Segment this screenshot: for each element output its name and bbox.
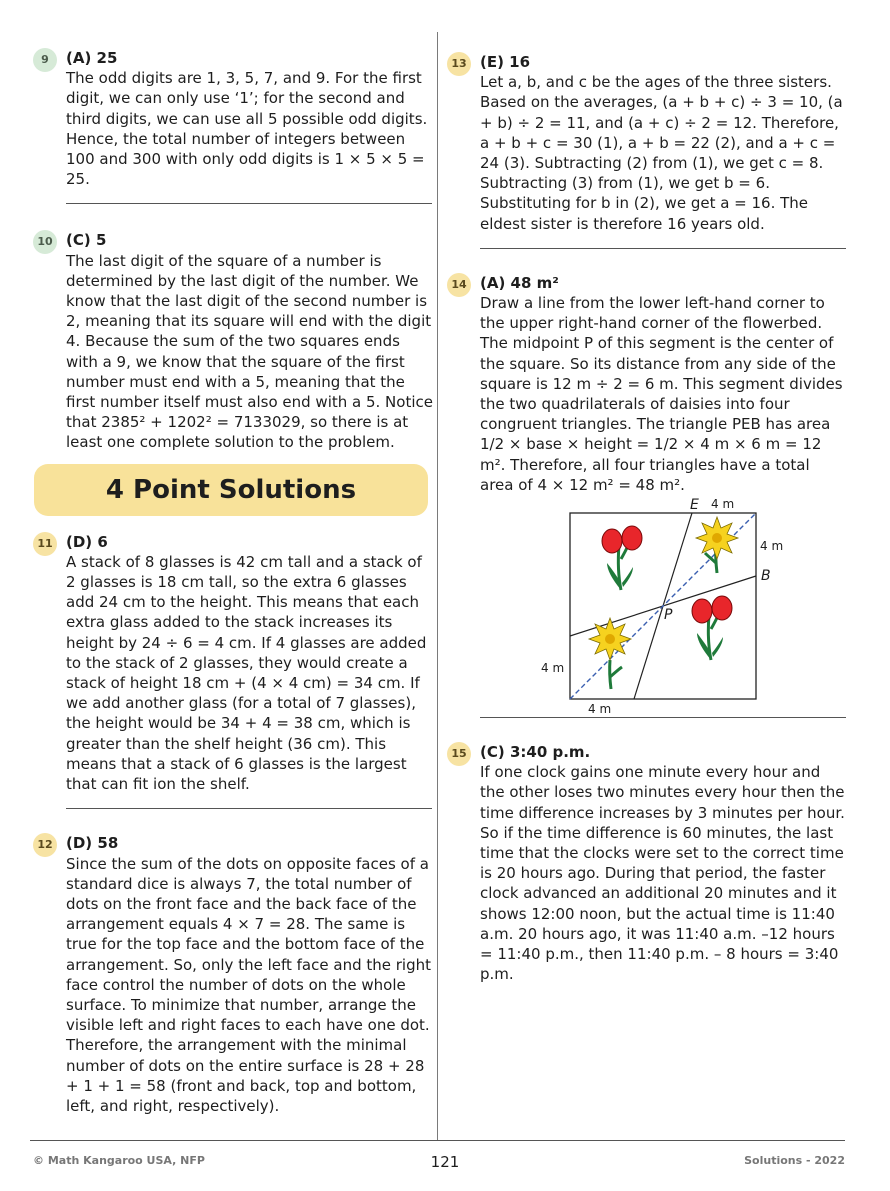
solution-12 (33, 833, 433, 1116)
footer-rule (30, 1140, 845, 1141)
solution-answer: (A) 48 m² (480, 273, 559, 292)
question-number-badge: 13 (447, 52, 471, 76)
label-E: E (690, 497, 699, 514)
solution-body: Draw a line from the lower left-hand corner to the upper right-hand corner of the flowerbed. The midpoint P of this segment is the center of the square. So its distance from any side of the square is 12 m ÷ 2 = 6 m. This segment divides the two quadrilaterals of daisies into four congruent triangles. The triangle PEB has area 1/2 × base × height = 1/2 × 4 m × 6 m = 12 m². Therefore, all four triangles have a total area of 4 × 12 m² = 48 m². (480, 294, 843, 494)
solution-body: If one clock gains one minute every hour and the other loses two minutes every hour then the time difference increases by 3 minutes per hour. So if the time difference is 60 minutes, the last time that the clocks were set to the correct time is 20 hours ago. During that period, the faster clock advanced an additional 20 minutes and it shows 12:00 noon, but the actual time is 11:40 a.m. 20 hours ago, it was 11:40 a.m. –12 hours = 11:40 p.m., then 11:40 p.m. – 8 hours = 3:40 p.m. (480, 763, 845, 984)
label-P: P (664, 607, 673, 624)
solution-11 (33, 532, 433, 795)
solution-answer: (A) 25 (66, 49, 118, 67)
daisy-icon (589, 618, 631, 689)
dimension-label-right: 4 m (760, 539, 784, 554)
solution-body: The odd digits are 1, 3, 5, 7, and 9. For the first digit, we can only use ‘1’; for the second and third digits, we can use all 5 possible odd digits. Hence, the total number of integers between 100 and 300 with only odd digits is 1 × 5 × 5 = 25. (66, 69, 428, 189)
solution-answer: (D) 6 (66, 532, 108, 551)
daisy-icon (696, 517, 738, 573)
solution-10 (33, 230, 433, 452)
tulip-icon (602, 526, 642, 590)
dimension-label-bottom: 4 m (588, 702, 612, 714)
solution-15 (447, 742, 847, 984)
dimension-label-left: 4 m (541, 661, 565, 676)
solution-9 (33, 48, 433, 189)
solution-answer: (C) 3:40 p.m. (480, 743, 591, 762)
question-number-badge: 15 (447, 742, 471, 766)
question-number-badge: 10 (33, 230, 57, 254)
footer-copyright: © Math Kangaroo USA, NFP (33, 1154, 205, 1167)
label-B: B (761, 568, 771, 585)
flowerbed-diagram (447, 495, 847, 713)
question-number-badge: 12 (33, 833, 57, 857)
solution-body: The last digit of the square of a number is determined by the last digit of the number. We know that the last digit of the second number is 2, meaning that its square will end with the digit 4. Because the sum of the two squares ends with a 9, we know that the square of the first number must end with a 5, meaning that the first number itself must also end with a 5. Notice that 2385² + 1202² = 7133029, so there is at least one complete solution to the problem. (66, 251, 433, 452)
solution-body: Let a, b, and c be the ages of the three sisters. Based on the averages, (a + b + c) ÷ 3 = 10, (a + b) ÷ 2 = 11, and (a + c) ÷ 2 = 12. Therefore, a + b + c = 30 (1), a + b = 22 (2), and a + c = 24 (3). Subtracting (2) from (1), we get c = 8. Subtracting (3) from (1), we get b = 6. Substituting for b in (2), we get a = 16. The eldest sister is therefore 16 years old. (480, 73, 843, 233)
page-number: 121 (430, 1153, 460, 1171)
right-column (447, 52, 847, 985)
solution-answer: (C) 5 (66, 231, 107, 250)
solution-body: A stack of 8 glasses is 42 cm tall and a stack of 2 glasses is 18 cm tall, so the extra 6 glasses add 24 cm to the height. This means that each extra glass added to the stack increases its height by 24 ÷ 6 = 4 cm. If 4 glasses are added to the stack of 2 glasses, they would create a stack of height 18 cm + (4 × 4 cm) = 34 cm. If we add another glass (for a total of 7 glasses), the height would be 34 + 4 = 38 cm, which is greater than the shelf height (36 cm). This means that a stack of 6 glasses is the largest that can fit ion the shelf. (66, 552, 427, 794)
question-number-badge: 14 (447, 273, 471, 297)
solution-body: Since the sum of the dots on opposite faces of a standard dice is always 7, the total number of dots on the front face and the back face of the arrangement equals 4 × 7 = 28. The same is true for the top face and the bottom face of the arrangement. So, only the left face and the right face control the number of dots on the whole surface. To minimize that number, arrange the visible left and right faces to each have one dot. Therefore, the arrangement with the minimal number of dots on the entire surface is 28 + 28 + 1 + 1 = 58 (front and back, top and bottom, left, and right, respectively). (66, 854, 431, 1115)
solution-answer: (D) 58 (66, 834, 119, 853)
tulip-icon (692, 596, 732, 660)
solution-answer: (E) 16 (480, 53, 531, 71)
question-number-badge: 9 (33, 48, 57, 72)
section-banner: 4 Point Solutions (34, 464, 428, 516)
dimension-label-top: 4 m (711, 497, 735, 512)
question-number-badge: 11 (33, 532, 57, 556)
left-column (33, 48, 433, 1116)
footer-section-label: Solutions - 2022 (744, 1154, 845, 1167)
solution-14 (447, 273, 847, 495)
solution-13 (447, 52, 847, 234)
column-divider (437, 32, 438, 1140)
flowerbed-figure (447, 495, 847, 713)
